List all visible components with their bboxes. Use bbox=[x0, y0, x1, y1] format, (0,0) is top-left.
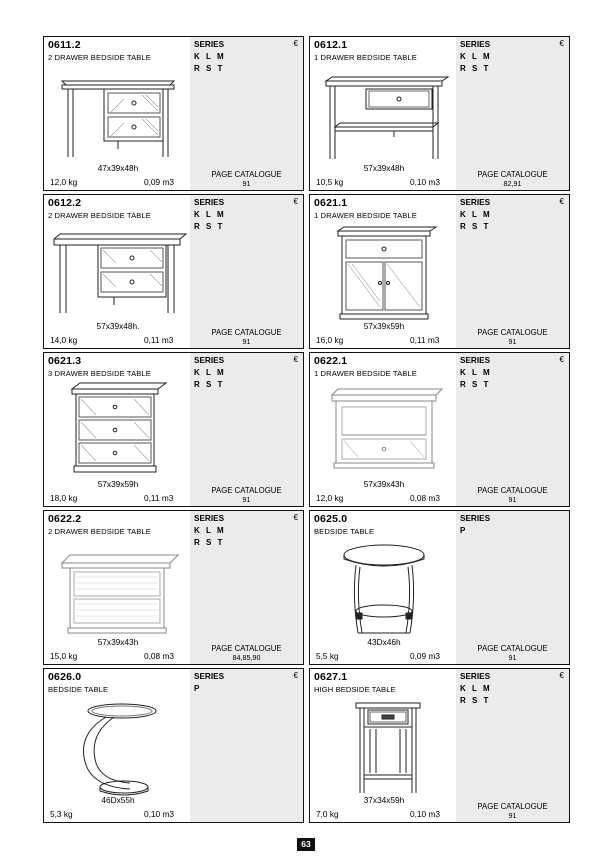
product-weight: 5,5 kg bbox=[316, 651, 339, 661]
one-drawer-shelf-table-icon bbox=[312, 63, 456, 171]
product-weight: 7,0 kg bbox=[316, 809, 339, 819]
open-niche-table-icon bbox=[312, 379, 456, 487]
series-code: R S T bbox=[460, 379, 491, 389]
series-label: SERIES bbox=[194, 514, 225, 523]
product-volume: 0,09 m3 bbox=[144, 177, 174, 187]
page-catalogue-ref: 91 bbox=[508, 652, 517, 662]
series-panel bbox=[190, 195, 303, 348]
two-drawer-bedside-table-icon bbox=[46, 63, 190, 171]
series-code: P bbox=[460, 526, 468, 535]
wide-two-drawer-table-icon bbox=[46, 221, 190, 329]
product-dimensions: 57x39x43h bbox=[363, 479, 405, 489]
page-number: 63 bbox=[297, 838, 315, 851]
product-volume: 0,10 m3 bbox=[410, 809, 440, 819]
series-label: SERIES bbox=[460, 356, 491, 365]
page-catalogue-label: PAGE CATALOGUE bbox=[477, 328, 548, 337]
page-catalogue bbox=[456, 645, 569, 662]
series-panel bbox=[190, 511, 303, 664]
product-description: 1 DRAWER BEDSIDE TABLE bbox=[314, 369, 417, 378]
page-catalogue-label: PAGE CATALOGUE bbox=[211, 328, 282, 337]
series-panel bbox=[456, 37, 569, 190]
page-catalogue-ref: 91 bbox=[508, 336, 517, 346]
product-dimensions: 57x39x48h. bbox=[96, 321, 140, 331]
product-volume: 0,11 m3 bbox=[410, 335, 440, 345]
product-code: 0622.2 bbox=[48, 513, 82, 525]
currency-symbol: € bbox=[559, 355, 564, 364]
product-volume: 0,08 m3 bbox=[410, 493, 440, 503]
product-dimensions: 57x39x43h bbox=[97, 637, 139, 647]
currency-symbol: € bbox=[559, 197, 564, 206]
series-code: R S T bbox=[194, 221, 225, 231]
product-dimensions: 46Dx55h bbox=[101, 795, 135, 805]
series-code: K L M bbox=[460, 684, 492, 693]
page-catalogue bbox=[190, 171, 303, 188]
currency-symbol: € bbox=[559, 39, 564, 48]
series-codes bbox=[194, 525, 226, 548]
product-volume: 0,10 m3 bbox=[410, 177, 440, 187]
product-card bbox=[43, 194, 304, 349]
series-panel bbox=[456, 669, 569, 822]
page-catalogue bbox=[456, 329, 569, 346]
product-weight: 10,5 kg bbox=[316, 177, 344, 187]
series-code: K L M bbox=[460, 52, 492, 61]
product-card bbox=[43, 668, 304, 823]
product-description: BEDSIDE TABLE bbox=[48, 685, 109, 694]
series-label: SERIES bbox=[460, 514, 491, 523]
series-label: SERIES bbox=[194, 672, 225, 681]
c-shaped-table-icon bbox=[46, 695, 190, 803]
product-description: 3 DRAWER BEDSIDE TABLE bbox=[48, 369, 151, 378]
product-weight: 14,0 kg bbox=[50, 335, 78, 345]
series-label: SERIES bbox=[194, 40, 225, 49]
page-catalogue-label: PAGE CATALOGUE bbox=[477, 802, 548, 811]
series-codes bbox=[194, 683, 201, 695]
series-label: SERIES bbox=[460, 40, 491, 49]
product-code: 0626.0 bbox=[48, 671, 82, 683]
currency-symbol: € bbox=[293, 513, 298, 522]
round-table-icon bbox=[312, 537, 456, 645]
series-code: R S T bbox=[460, 63, 491, 73]
product-weight: 5,3 kg bbox=[50, 809, 73, 819]
product-dimensions: 47x39x48h bbox=[97, 163, 139, 173]
product-grid bbox=[43, 36, 570, 826]
series-panel bbox=[190, 669, 303, 822]
product-code: 0612.2 bbox=[48, 197, 82, 209]
series-label: SERIES bbox=[460, 198, 491, 207]
product-code: 0621.1 bbox=[314, 197, 348, 209]
page-catalogue-label: PAGE CATALOGUE bbox=[477, 644, 548, 653]
series-codes bbox=[194, 51, 226, 74]
series-codes bbox=[460, 525, 467, 537]
product-card bbox=[309, 352, 570, 507]
series-code: R S T bbox=[460, 695, 491, 705]
product-dimensions: 43Dx46h bbox=[367, 637, 401, 647]
product-dimensions: 57x39x48h bbox=[363, 163, 405, 173]
page-catalogue-label: PAGE CATALOGUE bbox=[477, 170, 548, 179]
page-catalogue bbox=[456, 803, 569, 820]
product-description: BEDSIDE TABLE bbox=[314, 527, 375, 536]
series-code: R S T bbox=[194, 537, 225, 547]
page-catalogue-ref: 91 bbox=[242, 178, 251, 188]
series-codes bbox=[194, 209, 226, 232]
series-panel bbox=[456, 353, 569, 506]
currency-symbol: € bbox=[559, 671, 564, 680]
series-codes bbox=[194, 367, 226, 390]
product-dimensions: 57x39x59h bbox=[363, 321, 405, 331]
series-panel bbox=[456, 511, 569, 664]
product-volume: 0,08 m3 bbox=[144, 651, 174, 661]
product-weight: 16,0 kg bbox=[316, 335, 344, 345]
series-code: K L M bbox=[194, 210, 226, 219]
currency-symbol: € bbox=[293, 671, 298, 680]
product-code: 0625.0 bbox=[314, 513, 348, 525]
product-card bbox=[43, 510, 304, 665]
series-codes bbox=[460, 367, 492, 390]
page-catalogue bbox=[190, 329, 303, 346]
series-panel bbox=[456, 195, 569, 348]
page-catalogue-label: PAGE CATALOGUE bbox=[477, 486, 548, 495]
series-code: K L M bbox=[194, 52, 226, 61]
series-codes bbox=[460, 683, 492, 706]
series-codes bbox=[460, 51, 492, 74]
page-catalogue bbox=[456, 487, 569, 504]
series-code: K L M bbox=[194, 526, 226, 535]
product-dimensions: 37x34x59h bbox=[363, 795, 405, 805]
product-card bbox=[309, 36, 570, 191]
three-drawer-chest-icon bbox=[46, 379, 190, 487]
product-code: 0621.3 bbox=[48, 355, 82, 367]
product-volume: 0,10 m3 bbox=[144, 809, 174, 819]
series-label: SERIES bbox=[194, 356, 225, 365]
page-catalogue bbox=[456, 171, 569, 188]
product-card bbox=[309, 194, 570, 349]
series-code: R S T bbox=[194, 379, 225, 389]
drawer-cabinet-table-icon bbox=[312, 221, 456, 329]
series-panel bbox=[190, 37, 303, 190]
product-volume: 0,09 m3 bbox=[410, 651, 440, 661]
currency-symbol: € bbox=[293, 355, 298, 364]
product-volume: 0,11 m3 bbox=[144, 335, 174, 345]
series-panel bbox=[190, 353, 303, 506]
series-code: P bbox=[194, 684, 202, 693]
product-description: 2 DRAWER BEDSIDE TABLE bbox=[48, 211, 151, 220]
currency-symbol: € bbox=[293, 197, 298, 206]
product-card bbox=[309, 510, 570, 665]
page-catalogue-ref: 91 bbox=[242, 336, 251, 346]
page-catalogue-ref: 91 bbox=[508, 494, 517, 504]
currency-symbol: € bbox=[293, 39, 298, 48]
high-bedside-table-icon bbox=[312, 695, 456, 803]
page-catalogue-label: PAGE CATALOGUE bbox=[211, 170, 282, 179]
product-volume: 0,11 m3 bbox=[144, 493, 174, 503]
product-card bbox=[43, 36, 304, 191]
series-code: R S T bbox=[460, 221, 491, 231]
page-catalogue-label: PAGE CATALOGUE bbox=[211, 486, 282, 495]
product-description: 2 DRAWER BEDSIDE TABLE bbox=[48, 53, 151, 62]
low-two-drawer-table-icon bbox=[46, 537, 190, 645]
product-description: 2 DRAWER BEDSIDE TABLE bbox=[48, 527, 151, 536]
page-catalogue bbox=[190, 487, 303, 504]
product-weight: 12,0 kg bbox=[50, 177, 78, 187]
product-description: HIGH BEDSIDE TABLE bbox=[314, 685, 396, 694]
page-catalogue-ref: 91 bbox=[508, 810, 517, 820]
product-description: 1 DRAWER BEDSIDE TABLE bbox=[314, 211, 417, 220]
product-weight: 12,0 kg bbox=[316, 493, 344, 503]
product-card bbox=[43, 352, 304, 507]
series-code: K L M bbox=[460, 368, 492, 377]
page-catalogue-ref: 84,85,90 bbox=[232, 652, 261, 662]
series-label: SERIES bbox=[460, 672, 491, 681]
page-catalogue bbox=[190, 645, 303, 662]
page-catalogue-ref: 91 bbox=[242, 494, 251, 504]
page-catalogue-label: PAGE CATALOGUE bbox=[211, 644, 282, 653]
series-label: SERIES bbox=[194, 198, 225, 207]
product-weight: 15,0 kg bbox=[50, 651, 78, 661]
product-code: 0622.1 bbox=[314, 355, 348, 367]
product-dimensions: 57x39x59h bbox=[97, 479, 139, 489]
series-codes bbox=[460, 209, 492, 232]
product-code: 0611.2 bbox=[48, 39, 81, 51]
product-description: 1 DRAWER BEDSIDE TABLE bbox=[314, 53, 417, 62]
product-weight: 18,0 kg bbox=[50, 493, 78, 503]
page-catalogue-ref: 82,91 bbox=[503, 178, 522, 188]
series-code: K L M bbox=[460, 210, 492, 219]
product-code: 0612.1 bbox=[314, 39, 348, 51]
series-code: R S T bbox=[194, 63, 225, 73]
series-code: K L M bbox=[194, 368, 226, 377]
product-card bbox=[309, 668, 570, 823]
product-code: 0627.1 bbox=[314, 671, 348, 683]
